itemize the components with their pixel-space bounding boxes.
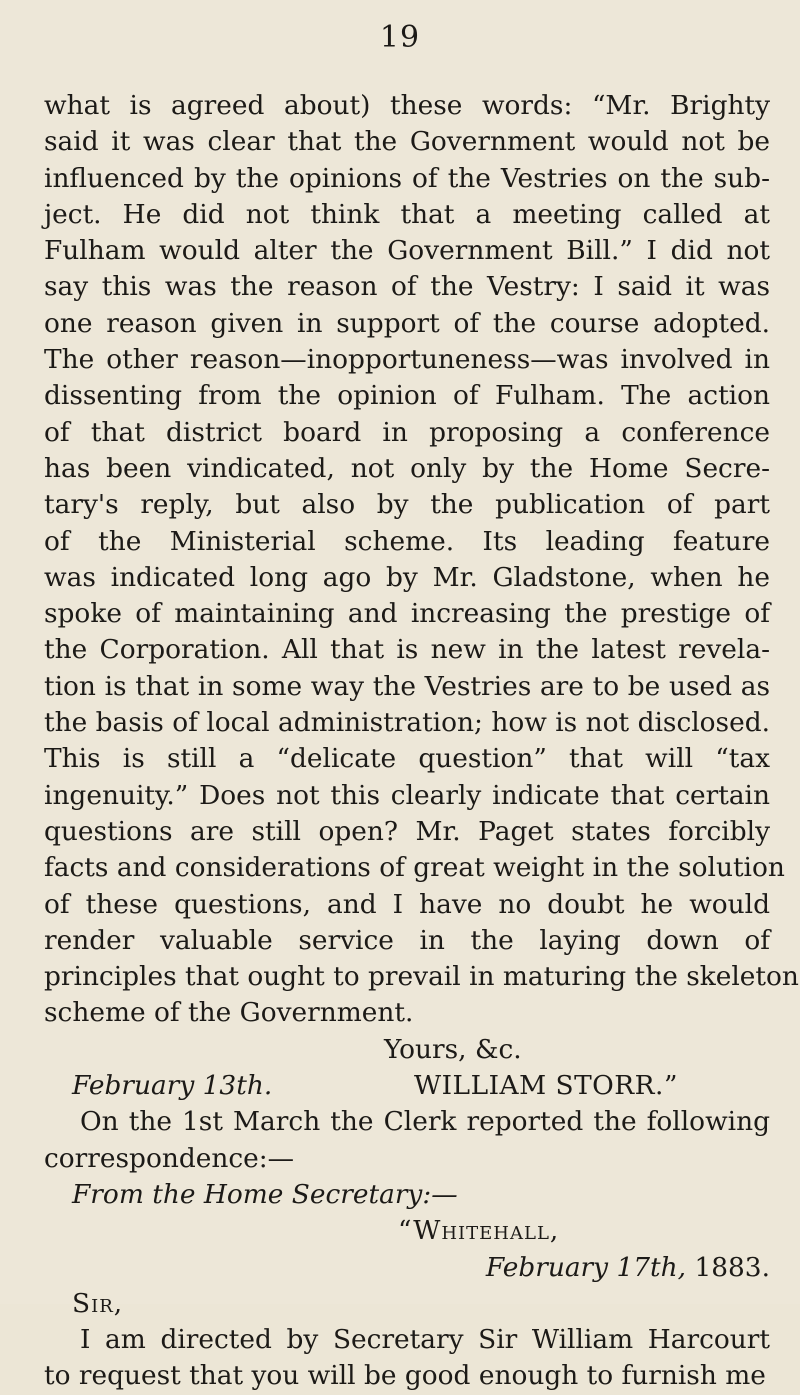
text-line: tary's reply, but also by the publication of part: [44, 489, 770, 521]
text-line: facts and considerations of great weight in the solution: [44, 852, 785, 884]
text-line: of that district board in proposing a conference: [44, 416, 770, 448]
signature-row: [44, 1068, 770, 1104]
text-line: ject. He did not think that a meeting called at: [44, 198, 770, 230]
page-number: 19: [379, 20, 421, 55]
text-line: to request that you will be good enough to furnish me: [44, 1360, 766, 1392]
text-line: correspondence:—: [44, 1142, 295, 1174]
letter-place-row: [44, 1213, 770, 1249]
text-line: dissenting from the opinion of Fulham. The action: [44, 380, 770, 412]
text-line: was indicated long ago by Mr. Gladstone, when he: [44, 561, 770, 593]
letter-date-year: 1883.: [694, 1251, 770, 1283]
text-line: tion is that in some way the Vestries are to be used as: [44, 670, 770, 702]
closing-row: [44, 1032, 770, 1068]
text-line: questions are still open? Mr. Paget states forcibly: [44, 815, 770, 847]
text-line: On the 1st March the Clerk reported the following: [80, 1106, 770, 1138]
text-line: influenced by the opinions of the Vestries on the sub-: [44, 162, 770, 194]
from-line: From the Home Secretary:—: [72, 1178, 458, 1210]
text-line: scheme of the Government.: [44, 997, 414, 1029]
letter-place: “Whitehall,: [398, 1215, 560, 1247]
text-line: principles that ought to prevail in maturing the skeleton: [44, 961, 799, 993]
text-line: what is agreed about) these words: “Mr. Brighty: [44, 90, 770, 121]
letter-body: [44, 1322, 770, 1395]
signature-name: WILLIAM STORR.”: [414, 1070, 678, 1102]
text-line: ingenuity.” Does not this clearly indicate that certain: [44, 779, 770, 811]
text-line: of the Ministerial scheme. Its leading feature: [44, 525, 770, 557]
closing-text: Yours, &c.: [384, 1033, 522, 1065]
paragraph-letter-continuation: [44, 88, 799, 1032]
text-line: render valuable service in the laying down of: [44, 924, 770, 956]
letter-date-month: February: [485, 1251, 609, 1283]
text-line: one reason given in support of the course adopted.: [44, 307, 770, 339]
letter-date-row: [44, 1250, 770, 1286]
text-line: spoke of maintaining and increasing the prestige of: [44, 598, 770, 630]
text-line: Fulham would alter the Government Bill.” I did not: [44, 235, 770, 267]
text-line: of these questions, and I have no doubt he would: [44, 888, 770, 920]
body-text: [44, 88, 799, 1395]
text-line: The other reason—inopportuneness—was involved in: [44, 344, 770, 376]
letter-salutation: Sir,: [72, 1287, 124, 1319]
letter-date-day: 17th,: [616, 1251, 687, 1283]
text-line: said it was clear that the Government would not be: [44, 126, 770, 158]
text-line: say this was the reason of the Vestry: I said it was: [44, 271, 770, 303]
text-line: the Corporation. All that is new in the latest revela-: [44, 634, 770, 666]
text-line: This is still a “delicate question” that will “tax: [44, 743, 770, 775]
paragraph-correspondence: [44, 1104, 770, 1177]
text-line: the basis of local administration; how is not disclosed.: [44, 707, 770, 739]
letter-date: [486, 1250, 770, 1286]
text-line: has been vindicated, not only by the Home Secre-: [44, 452, 770, 484]
signature-date: February 13th.: [72, 1070, 273, 1102]
text-line: I am directed by Secretary Sir William Harcourt: [80, 1324, 770, 1356]
